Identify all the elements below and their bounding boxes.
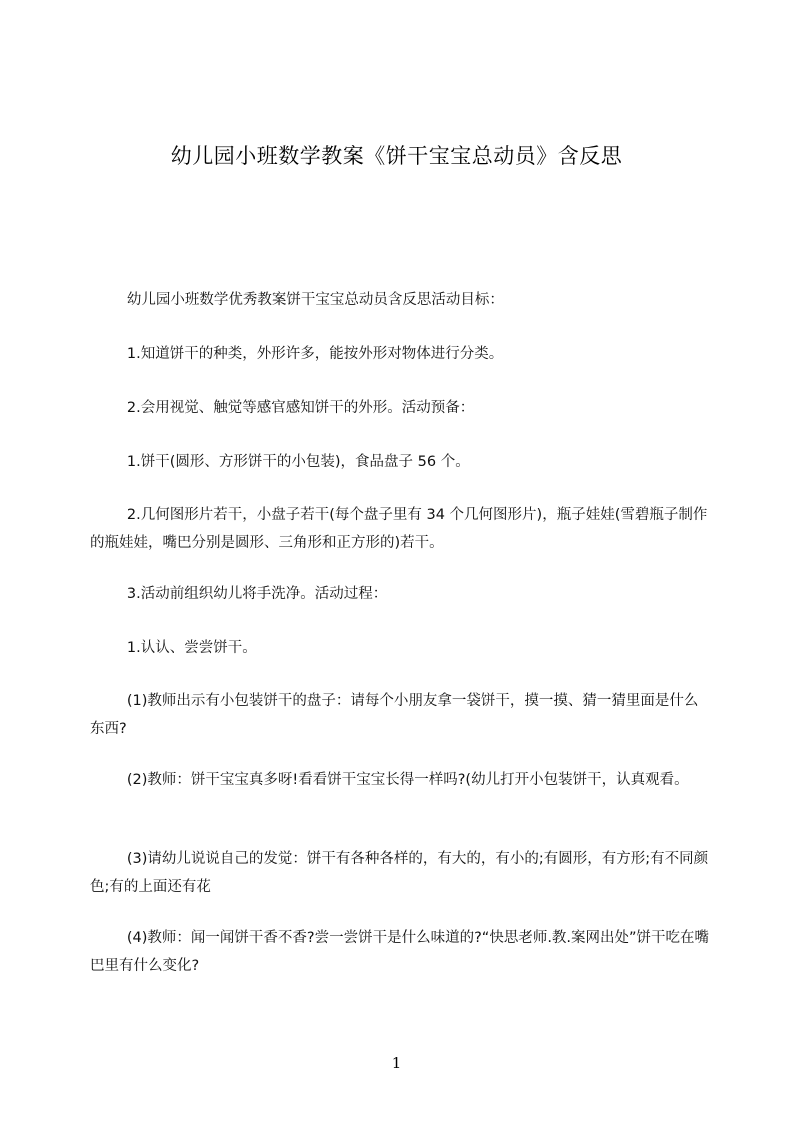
paragraph-prep-3: 3.活动前组织幼儿将手洗净。活动过程： — [90, 586, 388, 602]
paragraph-step-3: (3)请幼儿说说自己的发觉：饼干有各种各样的，有大的，有小的;有圆形，有方形;有不同颜色;有的上面还有花 — [90, 851, 709, 895]
paragraph-prep-1: 1.饼干(圆形、方形饼干的小包装)，食品盘子 56 个。 — [90, 454, 470, 470]
page-number: 1 — [391, 1054, 402, 1072]
paragraph-step-4: (4)教师：闻一闻饼干香不香?尝一尝饼干是什么味道的?“快思老师.教.案网出处”饼干吃在嘴巴里有什么变化? — [90, 930, 710, 974]
paragraph-goal-2: 2.会用视觉、触觉等感官感知饼干的外形。活动预备： — [90, 400, 475, 416]
paragraph-step-2: (2)教师：饼干宝宝真多呀!看看饼干宝宝长得一样吗?(幼儿打开小包装饼干，认真观看。 — [90, 772, 689, 788]
paragraph-step-1: (1)教师出示有小包装饼干的盘子：请每个小朋友拿一袋饼干，摸一摸、猜一猜里面是什么东西? — [90, 693, 699, 737]
paragraph-process-1: 1.认认、尝尝饼干。 — [90, 640, 257, 656]
paragraph-intro: 幼儿园小班数学优秀教案饼干宝宝总动员含反思活动目标： — [90, 292, 504, 308]
document-title: 幼儿园小班数学教案《饼干宝宝总动员》含反思 — [170, 144, 623, 168]
paragraph-prep-2: 2.几何图形片若干，小盘子若干(每个盘子里有 34 个几何图形片)，瓶子娃娃(雪碧瓶子制作的瓶娃娃，嘴巴分别是圆形、三角形和正方形的)若干。 — [90, 507, 708, 551]
paragraph-goal-1: 1.知道饼干的种类，外形许多，能按外形对物体进行分类。 — [90, 346, 504, 362]
